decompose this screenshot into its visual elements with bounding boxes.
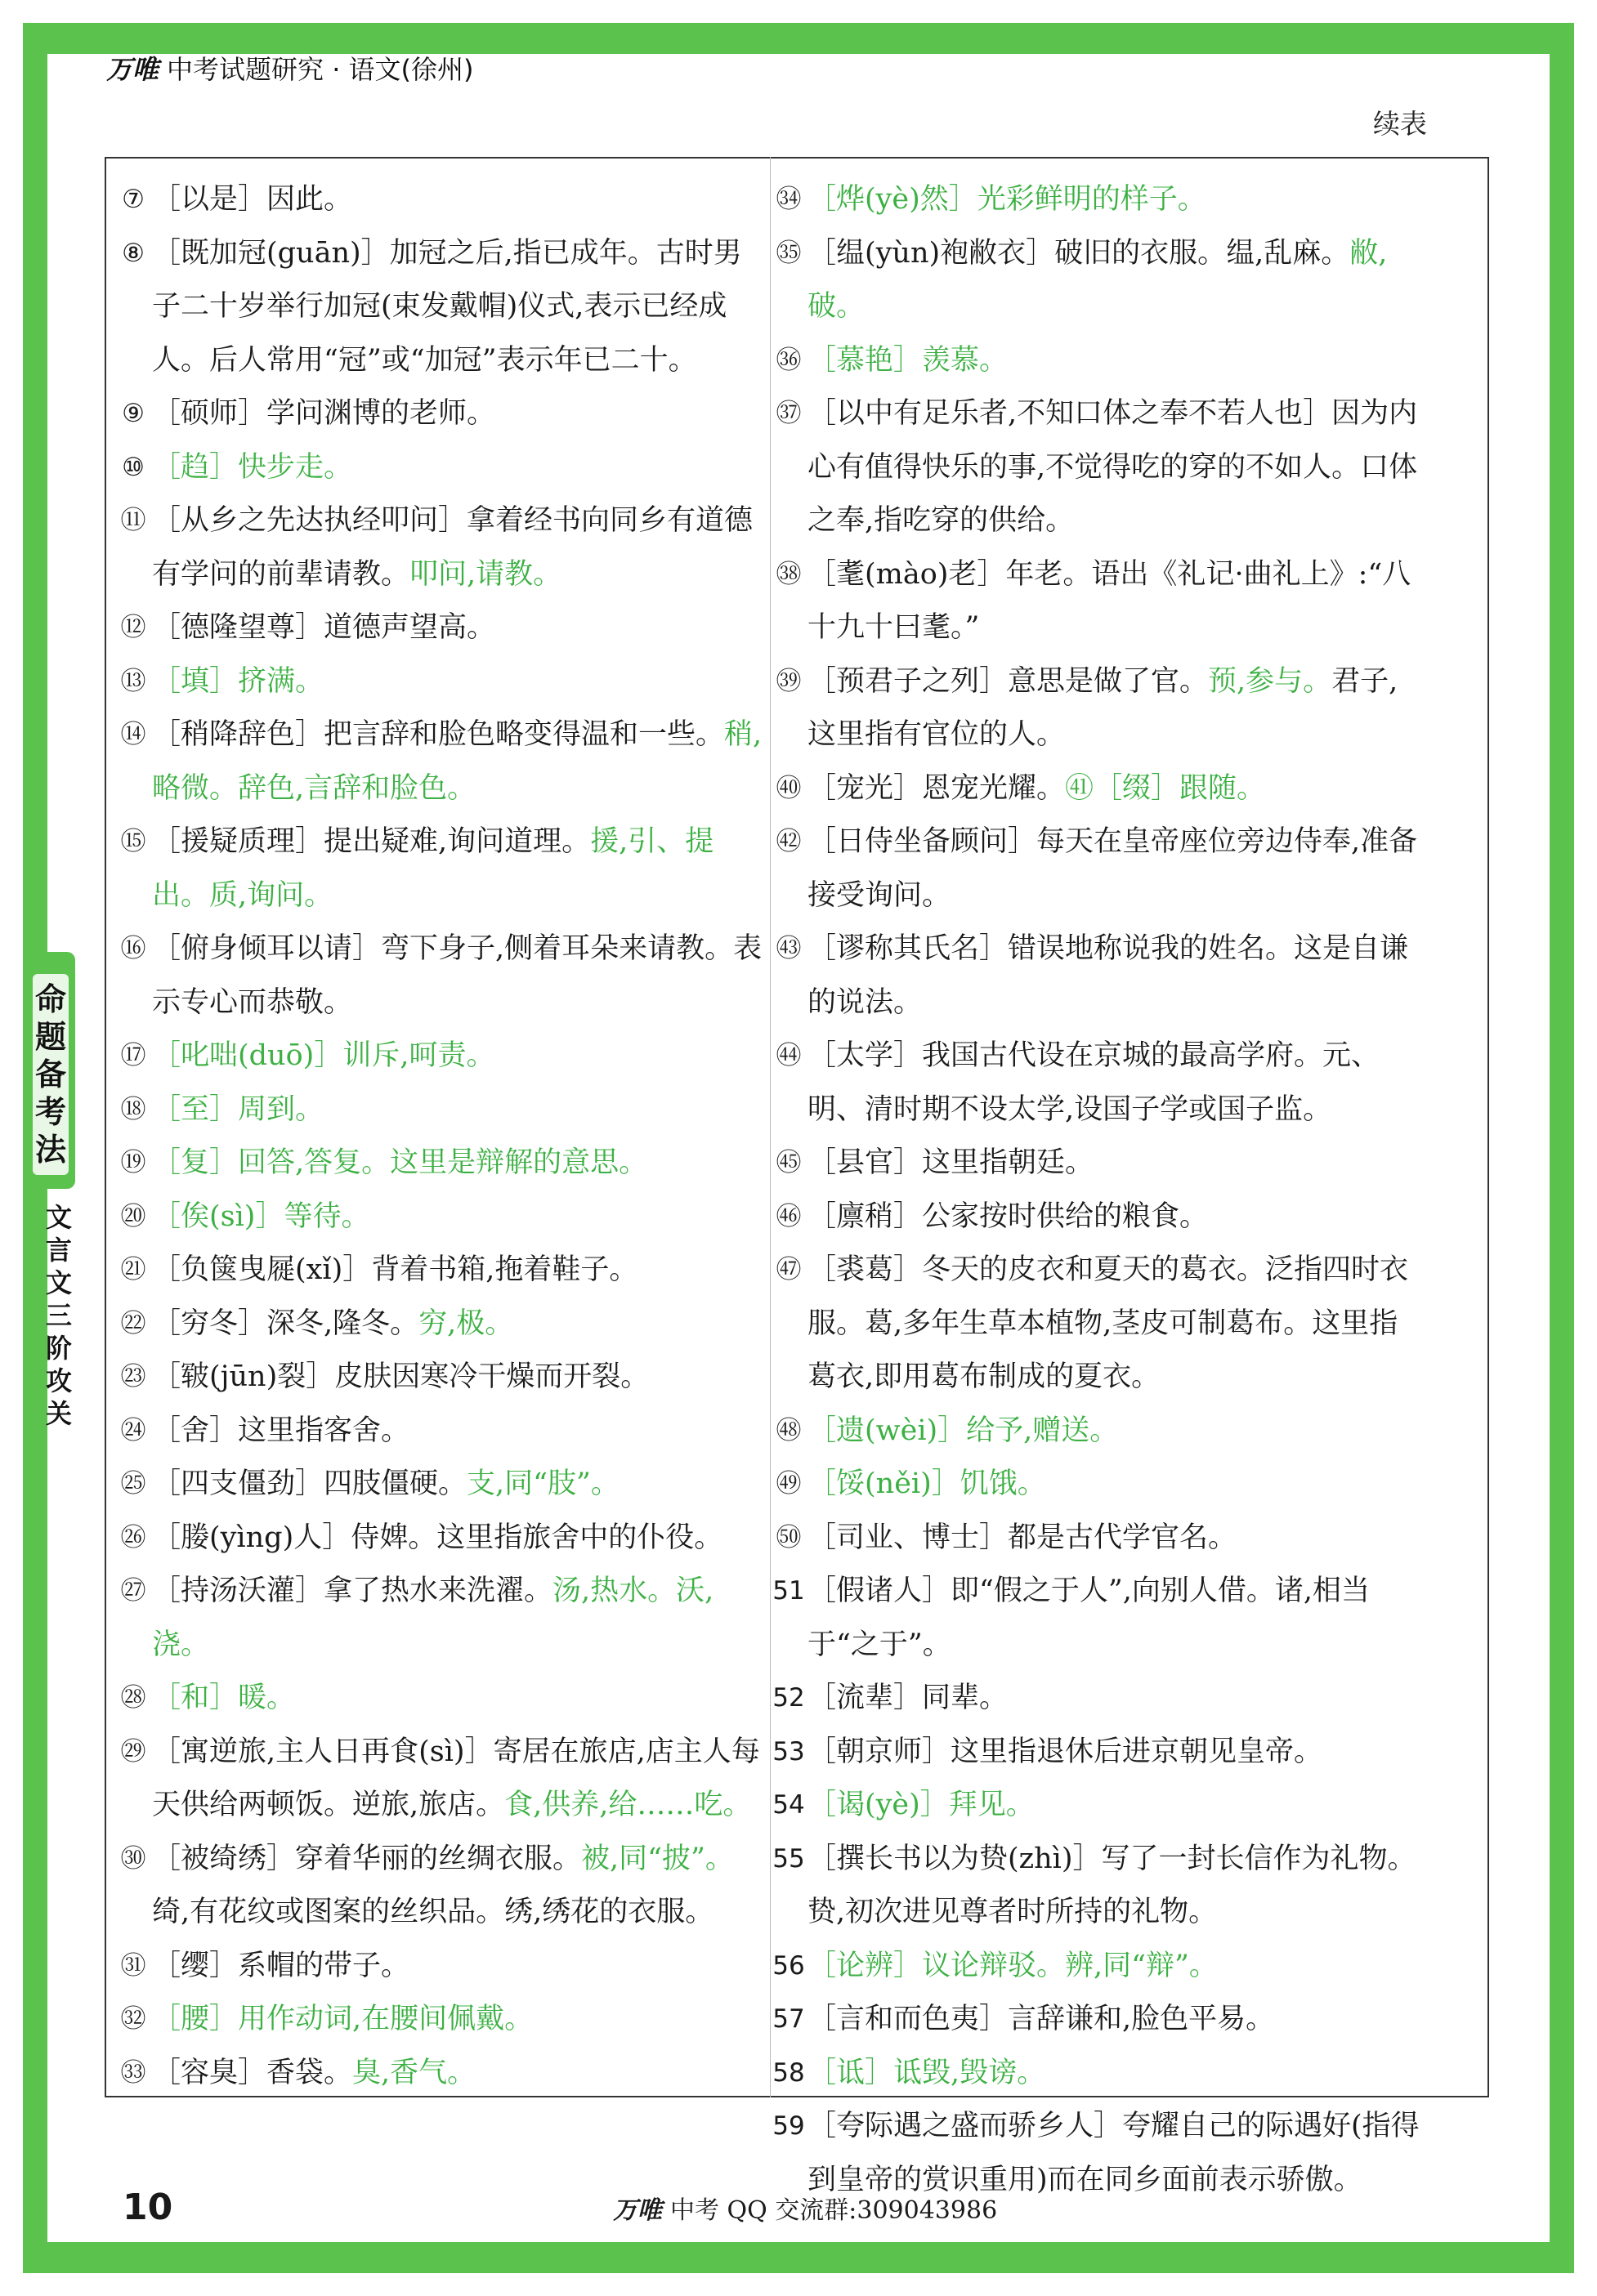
- entry-annotation: 支,同“肢”。: [467, 1467, 620, 1500]
- annotation-entry: [772, 227, 1425, 334]
- entry-annotation: ［谒(yè)］拜见。: [807, 1789, 1035, 1821]
- entry-text: ［德隆望尊］道德声望高。: [152, 611, 496, 644]
- annotation-entry: [772, 1190, 1425, 1244]
- annotation-entry: [116, 601, 770, 655]
- annotation-entry: [116, 708, 770, 815]
- entry-number: ㉔: [120, 1415, 146, 1445]
- annotation-entry: [116, 1993, 770, 2047]
- entry-number: ⑧: [122, 238, 145, 268]
- annotation-entry: [116, 655, 770, 709]
- annotation-entry: [772, 1833, 1425, 1940]
- annotation-entry: [116, 2047, 770, 2101]
- footer: [613, 2190, 997, 2226]
- entry-annotation: ［论辨］议论辩驳。辨,同“辩”。: [807, 1949, 1218, 1982]
- entry-number: ⑪: [120, 506, 146, 535]
- entry-number: ㊲: [776, 399, 802, 428]
- annotation-entry: [772, 1565, 1425, 1672]
- entry-text: ［既加冠(guān)］加冠之后,指已成年。古时男子二十岁举行加冠(束发戴帽)仪式,表示已经成人。后人常用“冠”或“加冠”表示年已二十。: [152, 236, 742, 377]
- entry-annotation: ［烨(yè)然］光彩鲜明的样子。: [807, 183, 1206, 216]
- annotation-entry: [116, 1190, 770, 1244]
- entry-text: ［缊(yùn)袍敝衣］破旧的衣服。缊,乱麻。: [807, 236, 1350, 270]
- annotation-entry: [772, 1137, 1425, 1190]
- entry-number: 53: [772, 1736, 805, 1767]
- annotation-entry: [116, 1351, 770, 1405]
- entry-annotation: 汤,热水。沃,浇。: [152, 1575, 714, 1661]
- entry-number: ㊳: [776, 559, 802, 589]
- footer-text: 中考 QQ 交流群:309043986: [670, 2196, 998, 2225]
- entry-text: ［缨］系帽的带子。: [152, 1949, 410, 1982]
- entry-number: ㊱: [776, 345, 802, 375]
- annotation-entry: [116, 815, 770, 922]
- entry-annotation: 被,同“披”。: [581, 1842, 734, 1875]
- entry-number: ㉜: [120, 2004, 146, 2034]
- entry-number: ㊸: [776, 934, 802, 963]
- annotation-entry: [116, 1244, 770, 1298]
- entry-text: ［县官］这里指朝廷。: [807, 1146, 1094, 1179]
- annotation-entry: [772, 1458, 1425, 1512]
- annotation-entry: [116, 1030, 770, 1083]
- entry-number: ㊴: [776, 666, 802, 696]
- annotation-entry: [772, 1030, 1425, 1137]
- entry-number: ㉟: [776, 238, 802, 268]
- entry-text: ［裘葛］冬天的皮衣和夏天的葛衣。泛指四时衣服。葛,多年生草本植物,茎皮可制葛布。这里指葛衣,即用葛布制成的夏衣。: [807, 1253, 1409, 1393]
- entry-annotation: ㊶［缀］跟随。: [1065, 771, 1266, 805]
- entry-text: ［四支僵劲］四肢僵硬。: [152, 1467, 467, 1500]
- entry-number: ㉛: [120, 1950, 146, 1981]
- entry-number: 54: [772, 1790, 805, 1820]
- entry-text: ［寓逆旅,主人日再食(sì)］寄居在旅店,店主人每天供给两顿饭。逆旅,旅店。: [152, 1735, 760, 1821]
- annotation-entry: [772, 1244, 1425, 1405]
- annotation-entry: [116, 387, 770, 441]
- side-tab-sub: 文言文三阶攻关: [45, 1202, 72, 1429]
- entry-text: ［宠光］恩宠光耀。: [807, 771, 1066, 805]
- entry-annotation: ［叱咄(duō)］训斥,呵责。: [152, 1039, 495, 1072]
- entry-annotation: ［馁(něi)］饥饿。: [807, 1467, 1046, 1500]
- entry-annotation: ［和］暖。: [152, 1682, 296, 1714]
- entry-text: ［持汤沃灌］拿了热水来洗濯。: [152, 1575, 553, 1607]
- entry-number: ㊵: [776, 773, 802, 803]
- entry-annotation: 穷,极。: [418, 1307, 514, 1340]
- entry-text: ［日侍坐备顾问］每天在皇帝座位旁边侍奉,准备接受询问。: [807, 825, 1418, 912]
- annotation-entry: [116, 1405, 770, 1458]
- entry-text-tail: 君子,这里指有官位的人。: [807, 664, 1398, 751]
- annotation-entry: [116, 1833, 770, 1940]
- annotation-entry: [772, 1405, 1425, 1458]
- page-frame-bottom: [23, 2242, 1574, 2273]
- annotation-entry: [772, 762, 1425, 816]
- entry-annotation: 叩问,请教。: [409, 557, 562, 591]
- annotation-entry: [772, 548, 1425, 655]
- continued-label: 续表: [1373, 108, 1427, 140]
- annotation-entry: [116, 1940, 770, 1994]
- entry-text: ［皲(jūn)裂］皮肤因寒冷干燥而开裂。: [152, 1360, 650, 1393]
- entry-annotation: ［腰］用作动词,在腰间佩戴。: [152, 2003, 534, 2035]
- annotation-entry: [116, 494, 770, 601]
- entry-text-tail: 绮,有花纹或图案的丝织品。绣,绣花的衣服。: [152, 1896, 714, 1928]
- entry-text: ［容臭］香袋。: [152, 2056, 353, 2089]
- entry-annotation: 臭,香气。: [352, 2056, 476, 2089]
- entry-annotation: 食,供养,给……吃。: [504, 1789, 752, 1821]
- entry-text: ［舍］这里指客舍。: [152, 1414, 410, 1447]
- entry-number: 59: [772, 2111, 805, 2141]
- entry-number: ㊿: [776, 1522, 802, 1552]
- column-divider: [770, 157, 771, 2097]
- annotation-entry: [772, 1779, 1425, 1833]
- side-tab-main: 命题备考法: [33, 974, 69, 1175]
- entry-annotation: ［至］周到。: [152, 1092, 324, 1126]
- entry-text: ［援疑质理］提出疑难,询问道理。: [152, 825, 591, 858]
- entry-text: ［朝京师］这里指退休后进京朝见皇帝。: [807, 1735, 1323, 1768]
- entry-number: ㊽: [776, 1415, 802, 1445]
- entry-annotation: 预,参与。: [1208, 664, 1332, 698]
- entry-annotation: ［填］挤满。: [152, 664, 324, 698]
- annotation-entry: [772, 1940, 1425, 1994]
- page-number: 10: [123, 2187, 173, 2228]
- entry-text: ［司业、博士］都是古代学官名。: [807, 1521, 1237, 1554]
- entry-number: ⑱: [120, 1094, 146, 1124]
- entry-annotation: 稍,略微。辞色,言辞和脸色。: [152, 718, 763, 805]
- entry-number: ⑲: [120, 1148, 146, 1177]
- page-header: [106, 49, 474, 87]
- entry-text: ［预君子之列］意思是做了官。: [807, 664, 1209, 698]
- annotation-entry: [772, 922, 1425, 1030]
- page-frame-right: [1550, 23, 1574, 2273]
- entry-number: ㊷: [776, 827, 802, 856]
- header-title: 中考试题研究 · 语文(徐州): [167, 54, 474, 85]
- entry-number: ⑯: [120, 934, 146, 963]
- entry-text: ［夸际遇之盛而骄乡人］夸耀自己的际遇好(指得到皇帝的赏识重用)而在同乡面前表示骄傲。: [807, 2110, 1420, 2196]
- entry-number: ⑳: [120, 1201, 146, 1231]
- entry-text: ［假诸人］即“假之于人”,向别人借。诸,相当于“之于”。: [807, 1575, 1371, 1661]
- entry-number: ㉘: [120, 1683, 146, 1713]
- entry-text: ［撰长书以为贽(zhì)］写了一封长信作为礼物。贽,初次进见尊者时所持的礼物。: [807, 1842, 1416, 1928]
- entry-number: ㊾: [776, 1469, 802, 1499]
- entry-number: ㉕: [120, 1469, 146, 1499]
- annotation-entry: [772, 173, 1425, 227]
- annotation-entry: [116, 1458, 770, 1512]
- entry-text: ［被绮绣］穿着华丽的丝绸衣服。: [152, 1842, 582, 1875]
- entry-text: ［硕师］学问渊博的老师。: [152, 397, 496, 430]
- entry-number: ㉝: [120, 2057, 146, 2088]
- annotation-entry: [772, 1993, 1425, 2047]
- entry-number: ⑦: [122, 185, 145, 214]
- entry-number: ㉚: [120, 1843, 146, 1874]
- entry-number: 52: [772, 1683, 805, 1713]
- entry-number: ㉑: [120, 1255, 146, 1284]
- entry-number: ㊺: [776, 1148, 802, 1177]
- annotation-entry: [772, 1726, 1425, 1780]
- entry-annotation: 援,引、提出。质,询问。: [152, 825, 714, 912]
- annotation-entry: [116, 1083, 770, 1137]
- entry-text: ［太学］我国古代设在京城的最高学府。元、明、清时期不设太学,设国子学或国子监。: [807, 1039, 1380, 1126]
- entry-number: ㊼: [776, 1255, 802, 1284]
- annotation-entry: [116, 1565, 770, 1672]
- annotation-entry: [116, 1298, 770, 1351]
- entry-number: ㉞: [776, 185, 802, 214]
- annotation-entry: [116, 1512, 770, 1566]
- entry-number: ⑨: [122, 399, 145, 428]
- entry-number: ⑭: [120, 720, 146, 749]
- annotation-entry: [772, 334, 1425, 388]
- entry-annotation: ［趋］快步走。: [152, 450, 353, 484]
- entry-annotation: ［复］回答,答复。这里是辩解的意思。: [152, 1146, 648, 1179]
- right-column: [772, 173, 1425, 2207]
- entry-number: ㉙: [120, 1736, 146, 1767]
- entry-number: ㉗: [120, 1576, 146, 1606]
- entry-text: ［以是］因此。: [152, 183, 353, 216]
- entry-number: ㉖: [120, 1522, 146, 1552]
- annotation-entry: [116, 441, 770, 495]
- entry-annotation: ［慕艳］羡慕。: [807, 343, 1009, 377]
- entry-annotation: 敝,破。: [807, 236, 1388, 323]
- entry-text: ［俯身倾耳以请］弯下身子,侧着耳朵来请教。表示专心而恭敬。: [152, 932, 763, 1019]
- entry-text: ［稍降辞色］把言辞和脸色略变得温和一些。: [152, 718, 725, 751]
- footer-brand: 万唯: [613, 2196, 662, 2225]
- annotation-entry: [772, 1512, 1425, 1566]
- annotation-entry: [772, 815, 1425, 922]
- annotation-entry: [772, 387, 1425, 548]
- entry-annotation: ［诋］诋毁,毁谤。: [807, 2056, 1046, 2089]
- annotation-entry: [772, 655, 1425, 762]
- entry-number: ㉓: [120, 1362, 146, 1391]
- entry-text: ［言和而色夷］言辞谦和,脸色平易。: [807, 2003, 1275, 2035]
- entry-number: 56: [772, 1950, 805, 1981]
- entry-text: ［以中有足乐者,不知口体之奉不若人也］因为内心有值得快乐的事,不觉得吃的穿的不如人。口体之奉,指吃穿的供给。: [807, 397, 1418, 537]
- left-column: [116, 173, 770, 2100]
- entry-number: 55: [772, 1843, 805, 1874]
- entry-text: ［负箧曳屣(xǐ)］背着书箱,拖着鞋子。: [152, 1253, 638, 1286]
- entry-number: ⑮: [120, 827, 146, 856]
- annotation-entry: [116, 227, 770, 388]
- brand-logo: 万唯: [106, 54, 159, 85]
- entry-text: ［从乡之先达执经叩问］拿着经书向同乡有道德有学问的前辈请教。: [152, 504, 754, 591]
- entry-number: ⑩: [122, 452, 145, 482]
- entry-number: 58: [772, 2057, 805, 2088]
- entry-annotation: ［俟(sì)］等待。: [152, 1199, 370, 1233]
- entry-number: 57: [772, 2004, 805, 2034]
- entry-annotation: ［遗(wèi)］给予,赠送。: [807, 1414, 1119, 1447]
- entry-text: ［廪稍］公家按时供给的粮食。: [807, 1199, 1209, 1233]
- entry-number: ⑬: [120, 666, 146, 696]
- annotation-entry: [772, 1672, 1425, 1726]
- entry-text: ［媵(yìng)人］侍婢。这里指旅舍中的仆役。: [152, 1521, 723, 1554]
- annotation-entry: [116, 173, 770, 227]
- annotation-entry: [116, 1726, 770, 1833]
- entry-number: ⑰: [120, 1041, 146, 1070]
- annotation-entry: [772, 2047, 1425, 2101]
- entry-text: ［耄(mào)老］年老。语出《礼记·曲礼上》:“八十九十曰耄。”: [807, 557, 1411, 644]
- entry-text: ［谬称其氏名］错误地称说我的姓名。这是自谦的说法。: [807, 932, 1409, 1019]
- entry-number: 51: [772, 1576, 805, 1606]
- annotation-entry: [116, 1137, 770, 1190]
- entry-number: ㉒: [120, 1308, 146, 1338]
- entry-number: ⑫: [120, 613, 146, 642]
- annotation-entry: [116, 922, 770, 1030]
- entry-number: ㊻: [776, 1201, 802, 1231]
- entry-text: ［流辈］同辈。: [807, 1682, 1009, 1714]
- entry-number: ㊹: [776, 1041, 802, 1070]
- annotation-entry: [116, 1672, 770, 1726]
- entry-text: ［穷冬］深冬,隆冬。: [152, 1307, 419, 1340]
